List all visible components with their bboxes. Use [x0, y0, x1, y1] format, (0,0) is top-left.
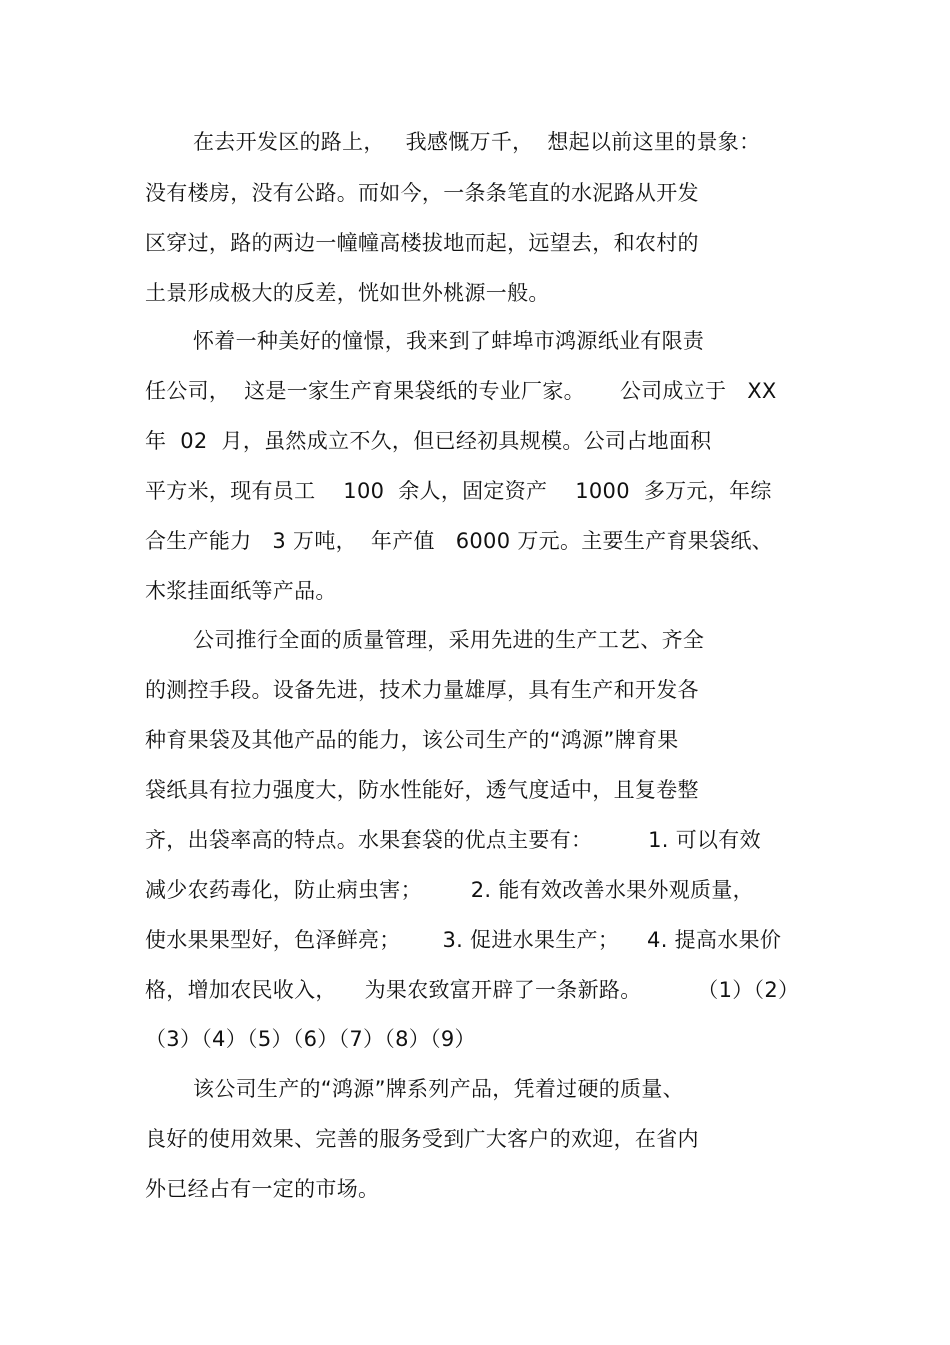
text-line: 任公司， 这是一家生产育果袋纸的专业厂家。 公司成立于 XX [145, 379, 777, 403]
text-line: 没有楼房，没有公路。而如今，一条条笔直的水泥路从开发 [145, 181, 699, 205]
text-line: 种育果袋及其他产品的能力，该公司生产的“鸿源”牌育果 [145, 728, 679, 752]
text-line: 袋纸具有拉力强度大，防水性能好，透气度适中，且复卷整 [145, 778, 699, 802]
text-line: 公司推行全面的质量管理，采用先进的生产工艺、齐全 [193, 628, 705, 652]
text-line: 区穿过，路的两边一幢幢高楼拔地而起，远望去，和农村的 [145, 231, 699, 255]
text-line: 合生产能力 3 万吨， 年产值 6000 万元。主要生产育果袋纸、 [145, 529, 773, 553]
text-line: 齐，出袋率高的特点。水果套袋的优点主要有： 1. 可以有效 [145, 828, 761, 852]
text-line: 减少农药毒化，防止病虫害； 2. 能有效改善水果外观质量， [145, 878, 754, 902]
text-line: 该公司生产的“鸿源”牌系列产品，凭着过硬的质量、 [193, 1077, 684, 1101]
text-line: 年 02 月，虽然成立不久，但已经初具规模。公司占地面积 [145, 429, 712, 453]
text-line: 平方米，现有员工 100 余人，固定资产 1000 多万元，年综 [145, 479, 772, 503]
text-line: 格，增加农民收入， 为果农致富开辟了一条新路。 （1）（2） [145, 978, 800, 1002]
text-line: 木浆挂面纸等产品。 [145, 579, 337, 603]
text-line: 土景形成极大的反差，恍如世外桃源一般。 [145, 281, 550, 305]
text-line: 怀着一种美好的憧憬，我来到了蚌埠市鸿源纸业有限责 [193, 329, 705, 353]
text-line: 在去开发区的路上， 我感慨万千， 想起以前这里的景象： [193, 130, 761, 154]
text-line: 使水果果型好，色泽鲜亮； 3. 促进水果生产； 4. 提高水果价 [145, 928, 782, 952]
text-line: 外已经占有一定的市场。 [145, 1177, 380, 1201]
text-line: 的测控手段。设备先进，技术力量雄厚，具有生产和开发各 [145, 678, 699, 702]
text-line: 良好的使用效果、完善的服务受到广大客户的欢迎，在省内 [145, 1127, 699, 1151]
text-line: （3）（4）（5）（6）（7）（8）（9） [145, 1027, 476, 1051]
